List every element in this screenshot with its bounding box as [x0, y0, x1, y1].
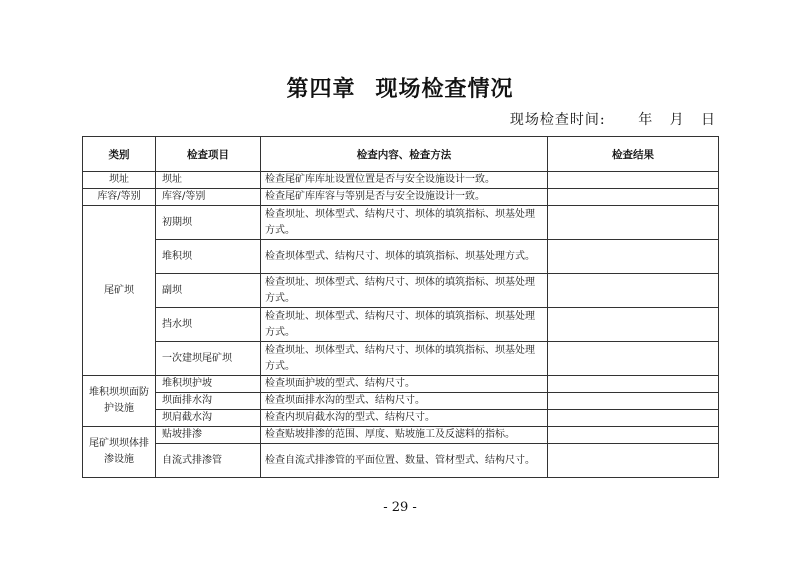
category-cell: 尾矿坝 — [83, 206, 156, 376]
inspection-table — [82, 136, 719, 478]
table-row — [83, 240, 719, 274]
table-header-row — [83, 137, 719, 172]
item-cell: 挡水坝 — [156, 308, 261, 342]
table-row — [83, 410, 719, 427]
result-cell — [548, 427, 719, 444]
inspection-time-label: 现场检查时间: — [509, 112, 606, 128]
table-row — [83, 308, 719, 342]
result-cell — [548, 393, 719, 410]
method-cell: 检查贴坡排渗的范围、厚度、贴坡施工及反滤料的指标。 — [261, 427, 548, 444]
header-result: 检查结果 — [548, 137, 719, 172]
table-row — [83, 342, 719, 376]
method-cell: 检查内坝肩截水沟的型式、结构尺寸。 — [261, 410, 548, 427]
method-cell: 检查坝体型式、结构尺寸、坝体的填筑指标、坝基处理方式。 — [261, 240, 548, 274]
chapter-name: 现场检查情况 — [375, 76, 514, 102]
method-cell: 检查坝址、坝体型式、结构尺寸、坝体的填筑指标、坝基处理方式。 — [261, 308, 548, 342]
table-row — [83, 376, 719, 393]
category-cell: 堆积坝坝面防护设施 — [83, 376, 156, 427]
result-cell — [548, 444, 719, 478]
result-cell — [548, 308, 719, 342]
item-cell: 坝面排水沟 — [156, 393, 261, 410]
date-year: 年 — [638, 112, 654, 128]
method-cell: 检查尾矿库库容与等别是否与安全设施设计一致。 — [261, 189, 548, 206]
table-row — [83, 206, 719, 240]
category-cell: 库容/等别 — [83, 189, 156, 206]
table-row — [83, 393, 719, 410]
method-cell: 检查尾矿库库址设置位置是否与安全设施设计一致。 — [261, 172, 548, 189]
table-row — [83, 444, 719, 478]
method-cell: 检查自流式排渗管的平面位置、数量、管材型式、结构尺寸。 — [261, 444, 548, 478]
result-cell — [548, 206, 719, 240]
chapter-number: 第四章 — [286, 76, 356, 102]
date-month: 月 — [669, 112, 685, 128]
table-row — [83, 172, 719, 189]
item-cell: 贴坡排渗 — [156, 427, 261, 444]
category-cell: 坝址 — [83, 172, 156, 189]
result-cell — [548, 376, 719, 393]
header-method: 检查内容、检查方法 — [261, 137, 548, 172]
table-row — [83, 189, 719, 206]
result-cell — [548, 240, 719, 274]
result-cell — [548, 410, 719, 427]
method-cell: 检查坝面排水沟的型式、结构尺寸。 — [261, 393, 548, 410]
method-cell: 检查坝面护坡的型式、结构尺寸。 — [261, 376, 548, 393]
page-number: - 29 - — [383, 500, 417, 515]
item-cell: 自流式排渗管 — [156, 444, 261, 478]
result-cell — [548, 274, 719, 308]
item-cell: 副坝 — [156, 274, 261, 308]
method-cell: 检查坝址、坝体型式、结构尺寸、坝体的填筑指标、坝基处理方式。 — [261, 206, 548, 240]
item-cell: 堆积坝护坡 — [156, 376, 261, 393]
result-cell — [548, 342, 719, 376]
date-day: 日 — [701, 112, 716, 128]
category-cell: 尾矿坝坝体排渗设施 — [83, 427, 156, 478]
item-cell: 坝址 — [156, 172, 261, 189]
item-cell: 堆积坝 — [156, 240, 261, 274]
result-cell — [548, 189, 719, 206]
inspection-time-line — [510, 109, 716, 129]
item-cell: 库容/等别 — [156, 189, 261, 206]
method-cell: 检查坝址、坝体型式、结构尺寸、坝体的填筑指标、坝基处理方式。 — [261, 342, 548, 376]
table-row — [83, 274, 719, 308]
result-cell — [548, 172, 719, 189]
item-cell: 一次建坝尾矿坝 — [156, 342, 261, 376]
table-row — [83, 427, 719, 444]
method-cell: 检查坝址、坝体型式、结构尺寸、坝体的填筑指标、坝基处理方式。 — [261, 274, 548, 308]
item-cell: 坝肩截水沟 — [156, 410, 261, 427]
header-category: 类别 — [83, 137, 156, 172]
chapter-title — [0, 72, 800, 103]
item-cell: 初期坝 — [156, 206, 261, 240]
header-item: 检查项目 — [156, 137, 261, 172]
